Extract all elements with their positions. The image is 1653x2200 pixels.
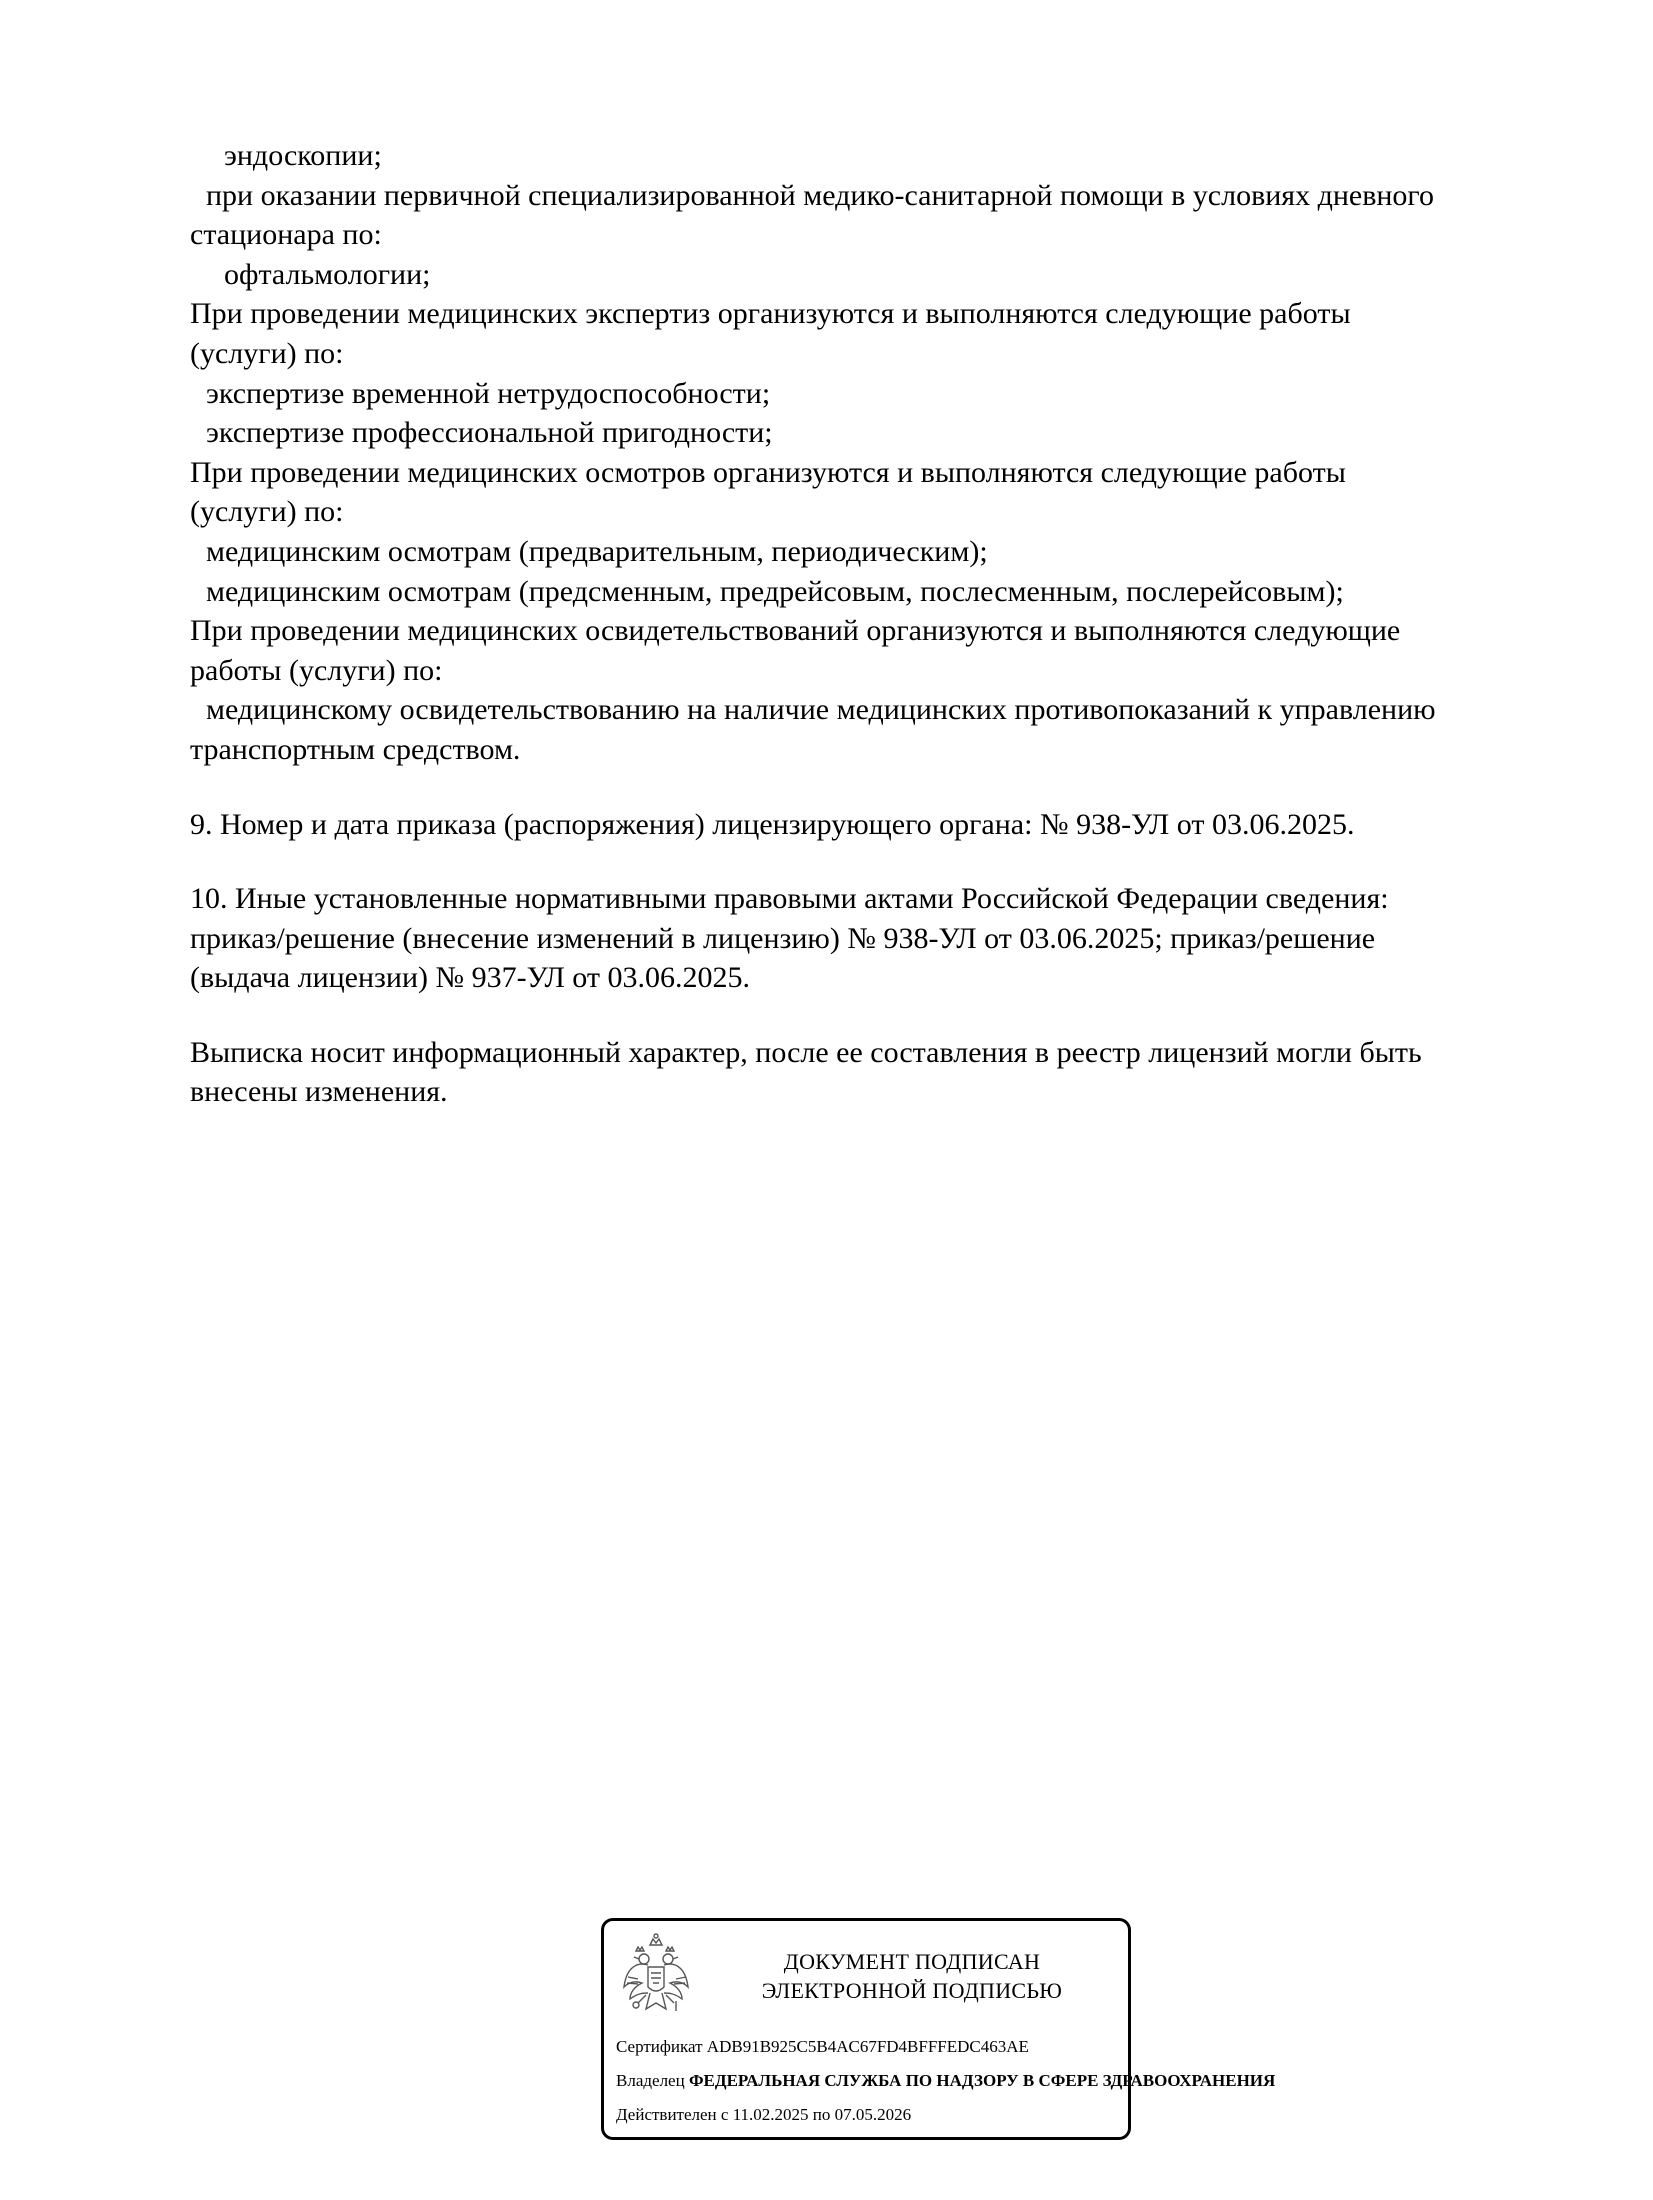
validity-line: Действителен с 11.02.2025 по 07.05.2026	[616, 2105, 912, 2124]
text-line: экспертизе временной нетрудоспособности;	[206, 376, 771, 410]
other-info-line: (выдача лицензии) № 937-УЛ от 03.06.2025.	[190, 961, 751, 995]
text-line: экспертизе профессиональной пригодности;	[206, 416, 773, 450]
text-line: работы (услуги) по:	[190, 653, 443, 687]
text-line: при оказании первичной специализированной медико-санитарной помощи в условиях дневного	[206, 178, 1434, 212]
stamp-title-line: ЭЛЕКТРОННОЙ ПОДПИСЬЮ	[761, 1978, 1063, 2003]
disclaimer-line: Выписка носит информационный характер, после ее составления в реестр лицензий могли быть	[190, 1035, 1422, 1069]
order-number-paragraph: 9. Номер и дата приказа (распоряжения) лицензирующего органа: № 938-УЛ от 03.06.2025.	[190, 807, 1355, 841]
disclaimer-line: внесены изменения.	[190, 1075, 448, 1109]
text-line: (услуги) по:	[190, 336, 344, 370]
electronic-signature-stamp	[601, 1918, 1276, 2140]
certificate-line	[616, 2036, 1029, 2058]
stamp-title-line: ДОКУМЕНТ ПОДПИСАН	[783, 1949, 1041, 1974]
text-line: медицинскому освидетельствованию на наличие медицинских противопоказаний к управлению	[206, 693, 1436, 727]
coat-of-arms-icon	[620, 1931, 692, 2021]
text-line: эндоскопии;	[224, 139, 382, 172]
text-line: офтальмологии;	[224, 257, 431, 291]
document-body	[190, 136, 1570, 1112]
owner-line	[616, 2070, 1275, 2092]
other-info-line: приказ/решение (внесение изменений в лицензию) № 938-УЛ от 03.06.2025; приказ/решение	[190, 921, 1376, 955]
owner-label: Владелец	[616, 2071, 685, 2090]
owner-value: ФЕДЕРАЛЬНАЯ СЛУЖБА ПО НАДЗОРУ В СФЕРЕ ЗДРАВООХРАНЕНИЯ	[688, 2071, 1276, 2090]
text-line: При проведении медицинских освидетельствований организуются и выполняются следующие	[190, 614, 1401, 648]
text-line: При проведении медицинских осмотров организуются и выполняются следующие работы	[190, 455, 1346, 489]
text-line: транспортным средством.	[190, 732, 521, 766]
text-line: (услуги) по:	[190, 495, 344, 529]
certificate-value: ADB91B925C5B4AC67FD4BFFFEDC463AE	[706, 2037, 1029, 2056]
text-line: медицинским осмотрам (предсменным, предрейсовым, послесменным, послерейсовым);	[206, 574, 1344, 608]
text-line: стационара по:	[190, 218, 382, 252]
other-info-line: 10. Иные установленные нормативными правовыми актами Российской Федерации сведения:	[190, 882, 1389, 916]
certificate-label: Сертификат	[616, 2037, 703, 2056]
stamp-title	[712, 1947, 1112, 2005]
text-line: медицинским осмотрам (предварительным, периодическим);	[206, 534, 988, 568]
text-line: При проведении медицинских экспертиз организуются и выполняются следующие работы	[190, 297, 1351, 331]
